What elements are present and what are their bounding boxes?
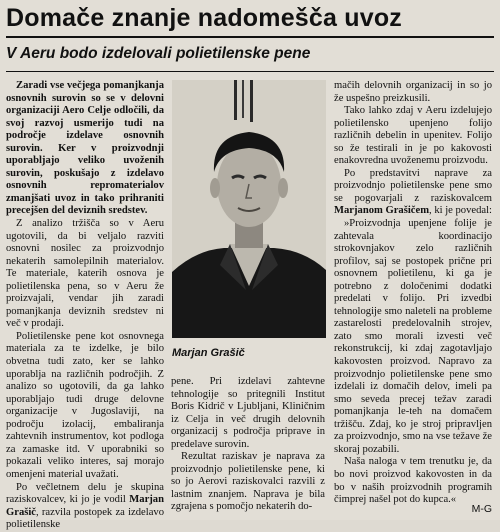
body-paragraph [334,168,492,218]
headline: Domače znanje nadomešča uvoz [6,4,403,32]
body-paragraph: Tako lahko zdaj v Aeru izdelujejo polietilensko upenjeno folijo različnih debelin in upenitev. Folijo so že testirali in je po kakovosti enakovredna uvoženemu proizvodu. [334,105,492,167]
subheadline: V Aeru bodo izdelovali polietilenske pene [6,45,311,62]
article-column-2 [171,376,325,514]
portrait-image [172,80,326,338]
researcher-name: Marjan Grašič [6,494,164,518]
portrait-photo [172,80,326,338]
body-text: , razvila postopek za izdelavo polietilenske [6,506,164,531]
quote-paragraph: Naša naloga v tem trenutku je, da bo novi proizvod kakovosten in da bo v naših proizvodnih programih čimprej našel pot do kupca.« [334,456,492,506]
quote-paragraph: »Proizvodnja upenjene folije je zahtevala koordinacijo strokovnjakov zelo različnih profilov, saj se postopek prične pri osnovnem polietilenu, ki ga je potrebno z določenimi dodatki predelati v folijo. Pri izvedbi tehnologije smo naleteli na probleme zastarelosti predelovalnih strojev, zato smo morali izvesti več rekonstrukcij, ki zdaj zagotavljajo kakovosten proizvod. Napravo za proizvodnjo polietilenske pene smo izdelali iz domačih delov, imeli pa smo seveda precej težav zaradi pomanjkanja le-teh na domačem tržišču. Zdaj, ko je stroj pripravljen za proizvodnjo, smo na vse težave že skoraj pozabili. [334,218,492,455]
body-paragraph: mačih delovnih organizacij in so jo že uspešno preizkusili. [334,80,492,104]
body-text: Po predstavitvi naprave za proizvodnjo polietilenske pene smo se pogovarjali z raziskovalcem [334,167,492,204]
body-paragraph: Rezultat raziskav je naprava za proizvodnjo polietilenske pene, ki so jo Aerovi raziskovalci razvili z lastnim znanjem. Naprava je bila zgrajena s pomočjo nekaterih do- [171,451,325,513]
body-paragraph: Z analizo tržišča so v Aeru ugotovili, da bi veljalo razviti osnovni nosilec za proizvodnjo nekaterih samolepilnih materialov. Te materiale, katerih osnova je polietilenska pena, so v Aeru že proizvajali, vendar jih zaradi pomanjkanja deviznih sredstev ni več v prodaji. [6,218,164,330]
body-paragraph [6,482,164,532]
subheadline-rule [6,71,494,72]
article-column-3 [334,80,492,507]
photo-caption: Marjan Grašič [172,347,245,359]
body-text: Po večletnem delu je skupina raziskovalcev, ki jo je vodil [6,481,164,506]
researcher-name: Marjanom Grašičem [334,205,430,217]
body-text: , ki je povedal: [429,205,492,217]
body-paragraph: Polietilenske pene kot osnovnega materiala za te izdelke, je bilo obvetna tudi zato, ker se lahko uporablja na različnih področjih. Z analizo so ugotovili, da ga lahko uporabljajo tudi druge delovne organizacije v Jugoslaviji, na področju izolacij, embaliranja zahtevnih instrumentov, kot podloga za zamaske itd. V uporabniki so pokazali veliko interes, saj morajo omenjeni material uvažati. [6,330,164,480]
headline-rule [6,36,494,38]
article-column-1 [6,80,164,532]
lead-paragraph: Zaradi vse večjega pomanjkanja osnovnih surovin so se v delovni organizaciji Aero Celje odločili, da svoj razvoj usmerijo tudi na področje izdelave osnovnih surovin. Ker v proizvodnji uporabljajo veliko uvoženih surovin, poskušajo z izdelavo osnovnih repromaterialov zmanjšati uvoz in tako prihraniti precejšen del deviznih sredstev. [6,80,164,217]
author-signature: M-G [471,503,492,515]
body-paragraph: pene. Pri izdelavi zahtevne tehnologije so pritegnili Institut Boris Kidrič v Ljubljani, Kliničnim iz Celja in več drugih delovnih organizacij s področja priprave in predelave surovin. [171,376,325,450]
